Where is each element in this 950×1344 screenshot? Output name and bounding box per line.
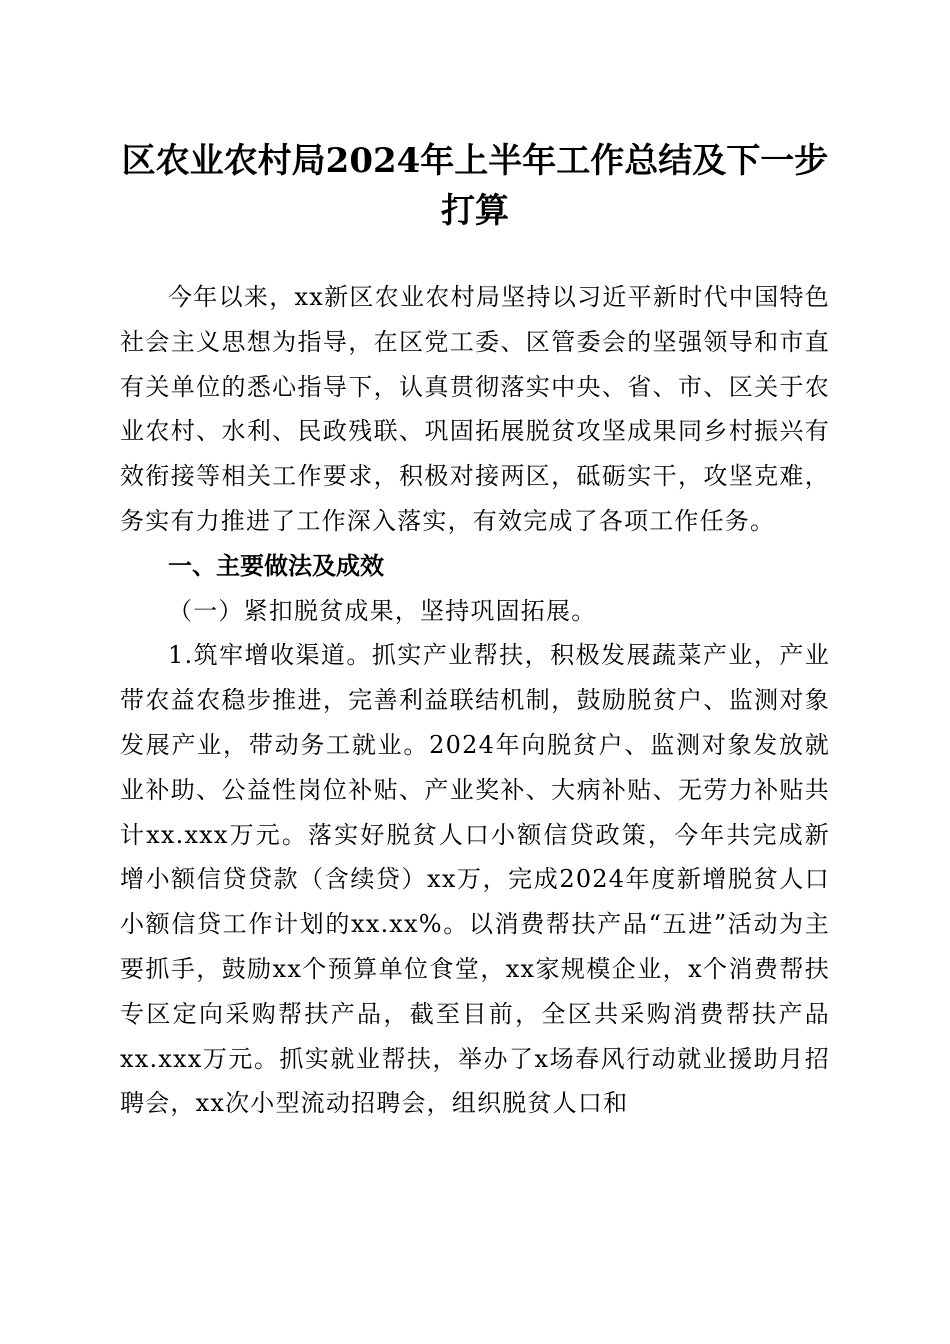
subsection-heading: （一）紧扣脱贫成果，坚持巩固拓展。: [168, 596, 597, 625]
section-heading: 一、主要做法及成效: [168, 551, 384, 580]
body-paragraph: 1.筑牢增收渠道。抓实产业帮扶，积极发展蔬菜产业，产业带农益农稳步推进，完善利益联结机制，鼓励脱贫户、监测对象发展产业，带动务工就业。2024年向脱贫户、监测对象发放就业补助、公益性岗位补贴、产业奖补、大病补贴、无劳力补贴共计xx.xxx万元。落实好脱贫人口小额信贷政策，今年共完成新增小额信贷贷款（含续贷）xx万，完成2024年度新增脱贫人口小额信贷工作计划的xx.xx%。以消费帮扶产品“五进”活动为主要抓手，鼓励xx个预算单位食堂，xx家规模企业，x个消费帮扶专区定向采购帮扶产品，截至目前，全区共采购消费帮扶产品xx.xxx万元。抓实就业帮扶，举办了x场春风行动就业援助月招聘会，xx次小型流动招聘会，组织脱贫人口和: [120, 641, 830, 1118]
document-body: [120, 275, 830, 1126]
intro-paragraph: 今年以来，xx新区农业农村局坚持以习近平新时代中国特色社会主义思想为指导，在区党工委、区管委会的坚强领导和市直有关单位的悉心指导下，认真贯彻落实中央、省、市、区关于农业农村、水利、民政残联、巩固拓展脱贫攻坚成果同乡村振兴有效衔接等相关工作要求，积极对接两区，砥砺实干，攻坚克难，务实有力推进了工作深入落实，有效完成了各项工作任务。: [120, 283, 830, 535]
document-title: 区农业农村局2024年上半年工作总结及下一步打算: [121, 141, 829, 231]
